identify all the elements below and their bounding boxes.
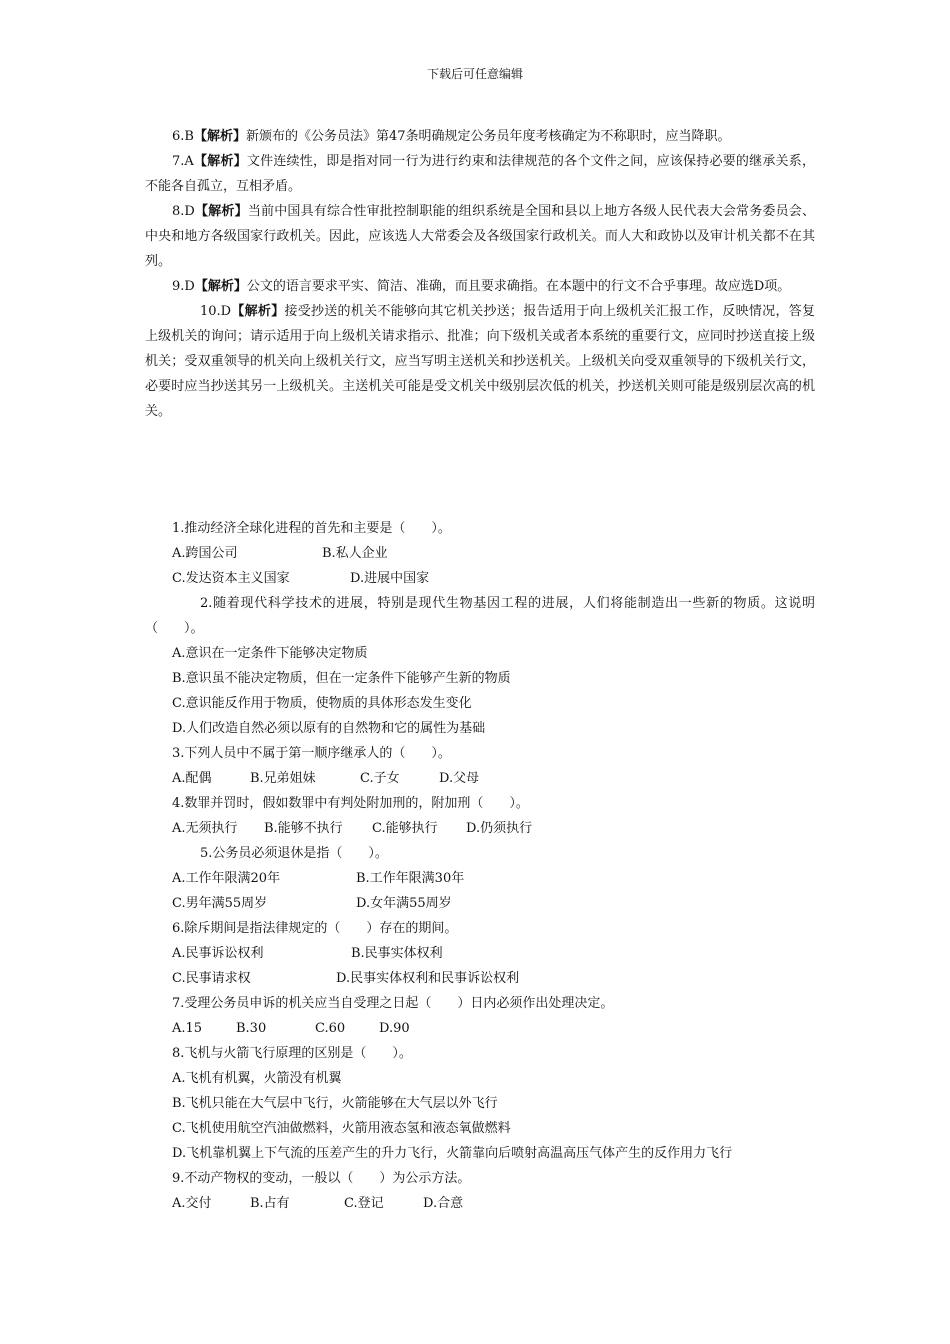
option-row [145, 1016, 815, 1041]
option-row [145, 1141, 815, 1166]
option: A.无须执行 [172, 821, 238, 836]
option-row [145, 666, 815, 691]
option: D.飞机靠机翼上下气流的压差产生的升力飞行，火箭靠向后喷射高温高压气体产生的反作用力飞行 [172, 1146, 733, 1161]
option: A.飞机有机翼，火箭没有机翼 [172, 1071, 342, 1086]
analysis-item [145, 299, 815, 424]
option-row [145, 1066, 815, 1091]
option: D.父母 [439, 771, 480, 786]
option: B.占有 [250, 1196, 290, 1211]
option: B.飞机只能在大气层中飞行，火箭能够在大气层以外飞行 [172, 1096, 498, 1111]
option-row [145, 641, 815, 666]
question-stem: 8.飞机与火箭飞行原理的区别是（ ）。 [172, 1046, 412, 1061]
answer-number: 6.B [172, 129, 194, 144]
question-stem: 1.推动经济全球化进程的首先和主要是（ ）。 [172, 521, 451, 536]
option-row [145, 866, 815, 891]
option: B.30 [236, 1021, 267, 1036]
option: C.意识能反作用于物质，使物质的具体形态发生变化 [172, 696, 472, 711]
option: C.能够执行 [372, 821, 438, 836]
option: A.配偶 [172, 771, 212, 786]
option: B.兄弟姐妹 [250, 771, 316, 786]
option-row [145, 716, 815, 741]
option-row [145, 766, 815, 791]
analysis-section [145, 124, 815, 424]
option: D.人们改造自然必须以原有的自然物和它的属性为基础 [172, 721, 486, 736]
analysis-text: 新颁布的《公务员法》第47条明确规定公务员年度考核确定为不称职时，应当降职。 [245, 129, 731, 144]
analysis-item [145, 124, 815, 149]
option: A.交付 [172, 1196, 212, 1211]
analysis-text: 公文的语言要求平实、简洁、准确，而且要求确指。在本题中的行文不合乎事理。故应选D项。 [246, 279, 791, 294]
option: A.跨国公司 [172, 546, 238, 561]
option: D.仍须执行 [466, 821, 533, 836]
question-stem: 9.不动产物权的变动，一般以（ ）为公示方法。 [172, 1171, 471, 1186]
analysis-item [145, 149, 815, 199]
question-stem: 2.随着现代科学技术的进展，特别是现代生物基因工程的进展，人们将能制造出一些新的物质。这说明（ ）。 [145, 596, 815, 636]
option-row [145, 1191, 815, 1216]
answer-number: 10.D [200, 304, 232, 319]
option: C.子女 [360, 771, 400, 786]
option-row [145, 966, 815, 991]
answer-number: 8.D [172, 204, 195, 219]
option: B.民事实体权利 [351, 946, 443, 961]
analysis-item [145, 274, 815, 299]
option-row [145, 891, 815, 916]
option: A.意识在一定条件下能够决定物质 [172, 646, 368, 661]
question-stem: 4.数罪并罚时，假如数罪中有判处附加刑的，附加刑（ ）。 [172, 796, 529, 811]
question-stem: 3.下列人员中不属于第一顺序继承人的（ ）。 [172, 746, 451, 761]
question-stem: 5.公务员必须退休是指（ ）。 [200, 846, 388, 861]
questions-section [145, 516, 815, 1216]
analysis-tag: 【解析】 [194, 204, 248, 219]
question-stem: 7.受理公务员申诉的机关应当自受理之日起（ ）日内必须作出处理决定。 [172, 996, 614, 1011]
analysis-tag: 【解析】 [231, 304, 285, 319]
analysis-tag: 【解析】 [194, 279, 247, 294]
option: C.登记 [344, 1196, 384, 1211]
option-row [145, 941, 815, 966]
option: D.民事实体权利和民事诉讼权利 [336, 971, 520, 986]
option: C.发达资本主义国家 [172, 571, 290, 586]
option: B.意识虽不能决定物质，但在一定条件下能够产生新的物质 [172, 671, 511, 686]
option-row [145, 1091, 815, 1116]
option: D.女年满55周岁 [356, 896, 452, 911]
option-row [145, 691, 815, 716]
option: D.90 [379, 1021, 410, 1036]
analysis-tag: 【解析】 [193, 154, 247, 169]
analysis-text: 接受抄送的机关不能够向其它机关抄送；报告适用于向上级机关汇报工作，反映情况，答复上级机关的询问；请示适用于向上级机关请求指示、批准；向下级机关或者本系统的重要行文，应同时抄送直接上级机关；受双重领导的机关向上级机关行文，应当写明主送机关和抄送机关。上级机关向受双重领导的下级机关行文，必要时应当抄送其另一上级机关。主送机关可能是受文机关中级别层次低的机关，抄送机关则可能是级别层次高的机关。 [145, 304, 815, 419]
analysis-text: 当前中国具有综合性审批控制职能的组织系统是全国和县以上地方各级人民代表大会常务委员会、中央和地方各级国家行政机关。因此，应该选人大常委会及各级国家行政机关。而人大和政协以及审计机关都不在其列。 [145, 204, 815, 269]
option: B.私人企业 [322, 546, 388, 561]
analysis-item [145, 199, 815, 274]
analysis-text: 文件连续性，即是指对同一行为进行约束和法律规范的各个文件之间，应该保持必要的继承关系，不能各自孤立，互相矛盾。 [145, 154, 815, 194]
option-row [145, 541, 815, 566]
option: D.合意 [423, 1196, 464, 1211]
option: A.15 [172, 1021, 203, 1036]
option: C.飞机使用航空汽油做燃料，火箭用液态氢和液态氧做燃料 [172, 1121, 511, 1136]
option: C.60 [315, 1021, 346, 1036]
option: A.工作年限满20年 [172, 871, 281, 886]
option: A.民事诉讼权利 [172, 946, 264, 961]
question-stem: 6.除斥期间是指法律规定的（ ）存在的期间。 [172, 921, 458, 936]
option: B.能够不执行 [264, 821, 343, 836]
option: C.男年满55周岁 [172, 896, 268, 911]
option-row [145, 1116, 815, 1141]
answer-number: 7.A [172, 154, 194, 169]
option-row [145, 816, 815, 841]
option: C.民事请求权 [172, 971, 251, 986]
option: D.进展中国家 [350, 571, 430, 586]
answer-number: 9.D [172, 279, 195, 294]
option: B.工作年限满30年 [356, 871, 465, 886]
page-header: 下载后可任意编辑 [426, 67, 523, 81]
analysis-tag: 【解析】 [193, 129, 246, 144]
option-row [145, 566, 815, 591]
